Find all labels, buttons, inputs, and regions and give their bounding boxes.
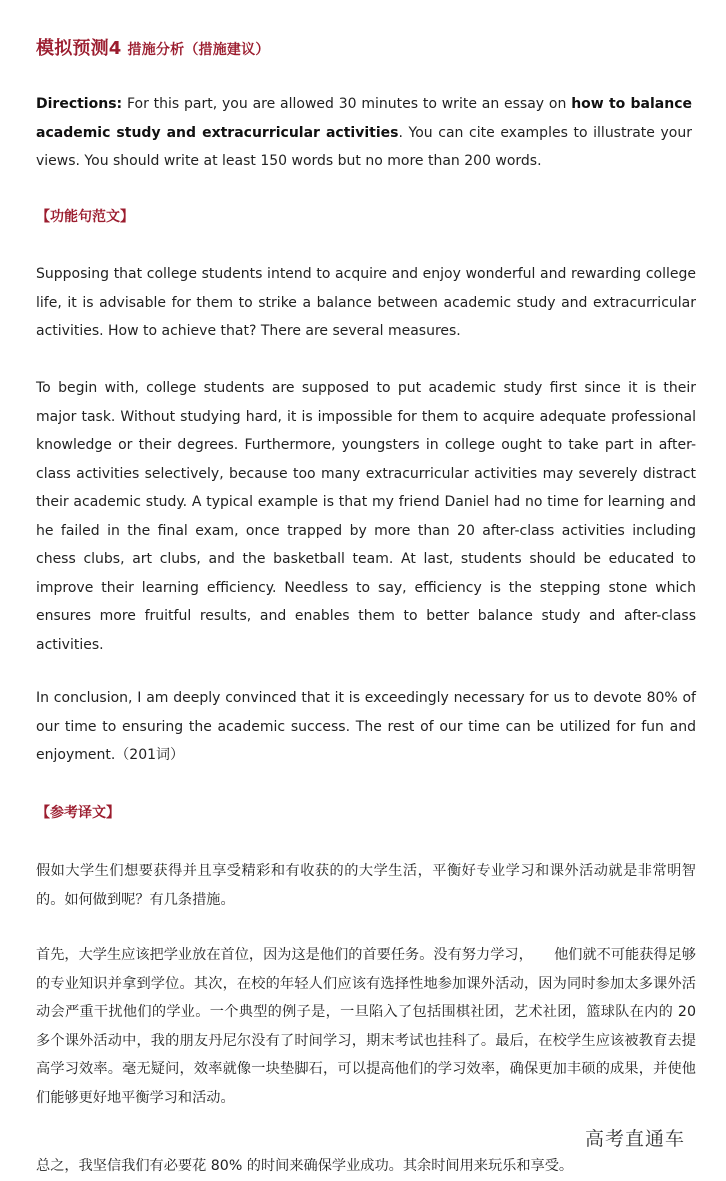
page-title [36,34,270,60]
sample-paragraph-3: In conclusion, I am deeply convinced that it is exceedingly necessary for us to devote 80% of our time to ensuring the academic success. The rest of our time can be utilized for fun and enjoyment.（201词） [36,690,696,763]
sample-paragraph-1: Supposing that college students intend to acquire and enjoy wonderful and rewarding college life, it is advisable for them to strike a balance between academic study and extracurricular activities. How to achieve that? There are several measures. [36,266,696,339]
directions-label: Directions: [36,96,123,112]
title-subtitle: 措施分析（措施建议） [127,42,270,58]
directions-text-before: For this part, you are allowed 30 minutes to write an essay on [122,96,572,112]
translation-paragraph-1: 假如大学生们想要获得并且享受精彩和有收获的的大学生活，平衡好专业学习和课外活动就是非常明智的。如何做到呢？有几条措施。 [36,863,696,908]
sample-essay-label: 【功能句范文】 [36,209,134,225]
directions-text-after: . You can cite examples to illustrate your views. You should write at least 150 words but no more than 200 words. [36,124,692,169]
translation-paragraph-2: 首先，大学生应该把学业放在首位，因为这是他们的首要任务。没有努力学习， 他们就不可能获得足够的专业知识并拿到学位。其次，在校的年轻人们应该有选择性地参加课外活动，因为同时参加太多课外活动会严重干扰他们的学业。一个典型的例子是，一旦陷入了包括围棋社团，艺术社团，篮球队在内的 20 多个课外活动中，我的朋友丹尼尔没有了时间学习，期末考试也挂科了。最后，在校学生应该被教育去提高学习效率。毫无疑问，效率就像一块垫脚石，可以提高他们的学习效率，确保更加丰硕的成果，并使他们能够更好地平衡学习和活动。 [36,947,696,1106]
sample-paragraph-2: To begin with, college students are supposed to put academic study first since it is their major task. Without studying hard, it is impossible for them to acquire adequate professional knowledge or their degrees. Furthermore, youngsters in college ought to take part in after-class activities selectively, because too many extracurricular activities may severely distract their academic study. A typical example is that my friend Daniel had no time for learning and he failed in the final exam, once trapped by more than 20 after-class activities including chess clubs, art clubs, and the basketball team. At last, students should be educated to improve their learning efficiency. Needless to say, efficiency is the stepping stone which ensures more fruitful results, and enables them to better balance study and after-class activities. [36,380,696,653]
translation-paragraph-3: 总之，我坚信我们有必要花 80% 的时间来确保学业成功。其余时间用来玩乐和享受。 [36,1158,574,1174]
essay-topic: how to balance academic study and extracurricular activities [36,96,692,141]
directions-paragraph [36,90,692,176]
watermark-text: 高考直通车 [585,1128,686,1150]
title-main: 模拟预测4 [36,38,122,59]
translation-label: 【参考译文】 [36,805,120,821]
